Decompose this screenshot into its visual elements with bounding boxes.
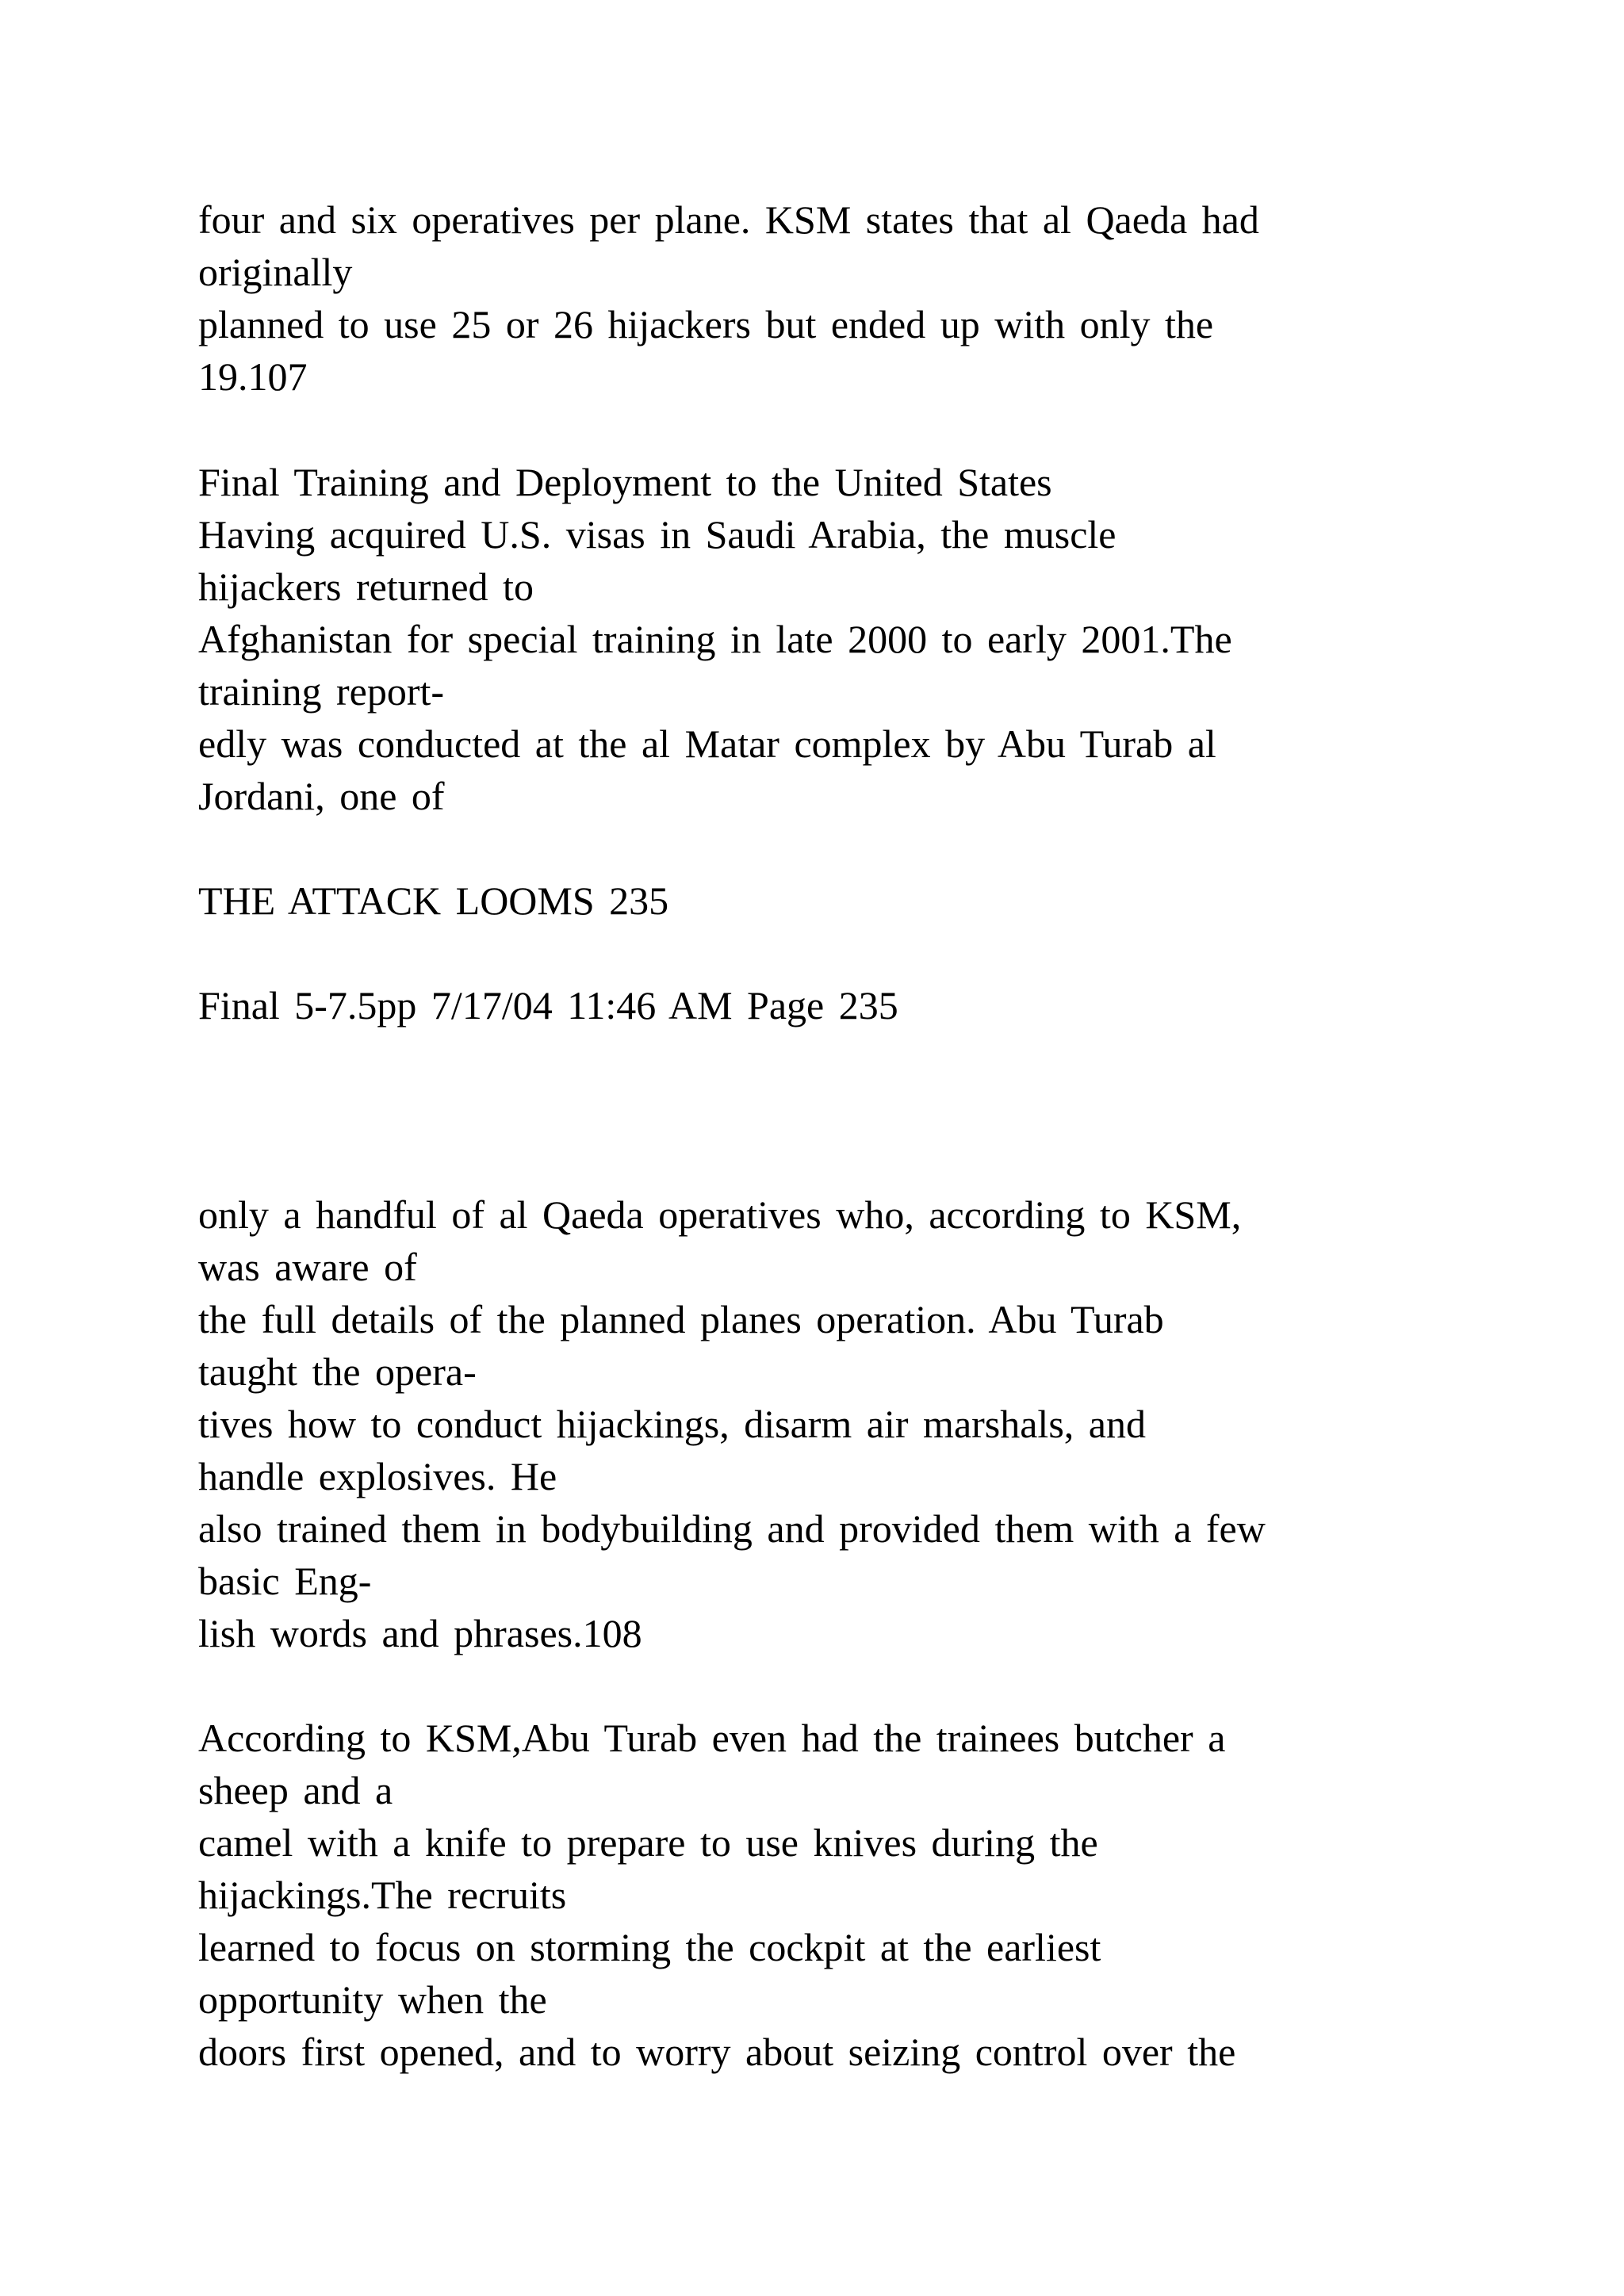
text-line: hijackings.The recruits: [198, 1873, 567, 1917]
text-line: training report-: [198, 669, 445, 714]
running-head: THE ATTACK LOOMS 235: [198, 878, 669, 923]
section-heading: Final Training and Deployment to the United States: [198, 460, 1052, 504]
text-line: lish words and phrases.108: [198, 1611, 642, 1655]
text-line: basic Eng-: [198, 1559, 372, 1603]
text-line: doors first opened, and to worry about seizing control over the: [198, 2030, 1236, 2074]
text-line: four and six operatives per plane. KSM states that al Qaeda had: [198, 197, 1259, 242]
text-line: hijackers returned to: [198, 564, 534, 609]
text-line: was aware of: [198, 1245, 417, 1289]
text-line: According to KSM,Abu Turab even had the trainees butcher a: [198, 1716, 1226, 1760]
text-line: originally: [198, 250, 353, 294]
text-line: the full details of the planned planes operation. Abu Turab: [198, 1297, 1164, 1341]
text-line: also trained them in bodybuilding and provided them with a few: [198, 1506, 1266, 1551]
text-line: taught the opera-: [198, 1349, 477, 1394]
text-line: Afghanistan for special training in late 2000 to early 2001.The: [198, 617, 1232, 661]
text-line: tives how to conduct hijackings, disarm air marshals, and: [198, 1402, 1146, 1446]
text-line: opportunity when the: [198, 1977, 547, 2022]
text-line: learned to focus on storming the cockpit at the earliest: [198, 1925, 1101, 1969]
text-line: camel with a knife to prepare to use knives during the: [198, 1820, 1098, 1865]
text-line: edly was conducted at the al Matar complex by Abu Turab al: [198, 721, 1216, 766]
text-line: Having acquired U.S. visas in Saudi Arabia, the muscle: [198, 512, 1116, 557]
text-line: sheep and a: [198, 1768, 393, 1812]
text-line: Jordani, one of: [198, 774, 445, 818]
text-line: 19.107: [198, 354, 308, 399]
text-line: planned to use 25 or 26 hijackers but ended up with only the: [198, 302, 1214, 346]
text-line: handle explosives. He: [198, 1454, 557, 1498]
text-line: only a handful of al Qaeda operatives who, according to KSM,: [198, 1192, 1242, 1237]
print-slug: Final 5-7.5pp 7/17/04 11:46 AM Page 235: [198, 983, 898, 1027]
